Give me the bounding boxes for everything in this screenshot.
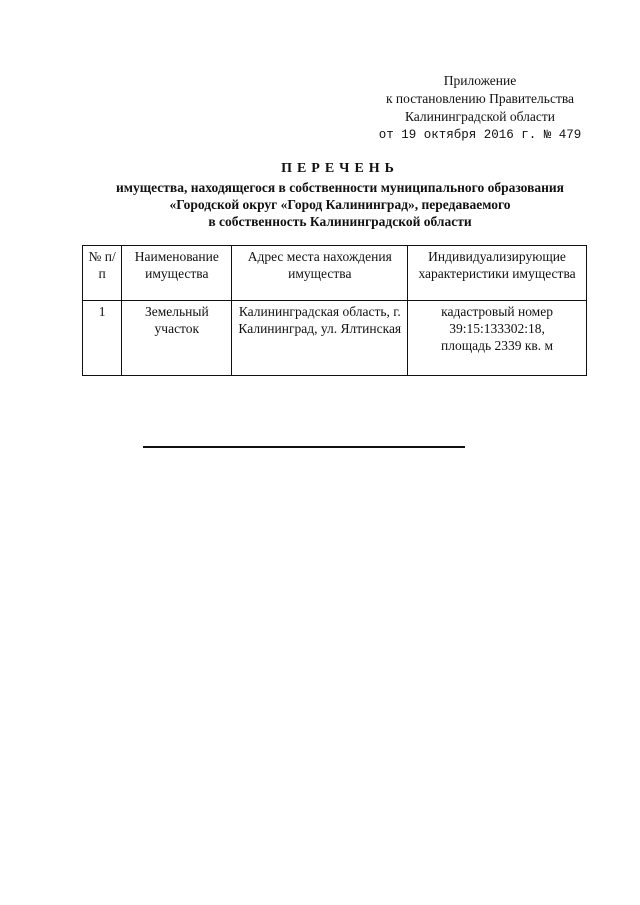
document-title: ПЕРЕЧЕНЬ xyxy=(281,161,399,176)
appendix-date-number: от 19 октября 2016 г. № 479 xyxy=(378,128,582,142)
heading-line-3: в собственность Калининградской области xyxy=(208,214,472,229)
table-row xyxy=(83,301,587,376)
area-value: площадь 2339 кв. м xyxy=(441,338,554,353)
header-address: Адрес места нахождения имущества xyxy=(232,246,408,301)
closing-rule xyxy=(143,446,465,448)
cadastral-number: 39:15:133302:18, xyxy=(449,321,545,336)
header-number: № п/п xyxy=(83,246,122,301)
cell-address: Калининградская область, г. Калининград, ул. Ялтинская xyxy=(232,301,408,376)
property-table xyxy=(82,245,587,376)
appendix-label: Приложение xyxy=(443,73,517,88)
appendix-region: Калининградской области xyxy=(404,109,556,124)
appendix-resolution-ref: к постановлению Правительства xyxy=(385,91,575,106)
cell-characteristics xyxy=(408,301,587,376)
cell-property-name: Земельный участок xyxy=(122,301,232,376)
header-property-name: Наименование имущества xyxy=(122,246,232,301)
cadastral-label: кадастровый номер xyxy=(441,304,553,319)
heading-line-2: «Городской округ «Город Калининград», передаваемого xyxy=(169,197,511,212)
appendix-reference xyxy=(360,72,600,144)
heading-line-1: имущества, находящегося в собственности муниципального образования xyxy=(116,180,564,195)
document-heading xyxy=(60,160,620,230)
table-header-row xyxy=(83,246,587,301)
cell-number: 1 xyxy=(83,301,122,376)
header-characteristics: Индивидуализирующие характеристики имущества xyxy=(408,246,587,301)
